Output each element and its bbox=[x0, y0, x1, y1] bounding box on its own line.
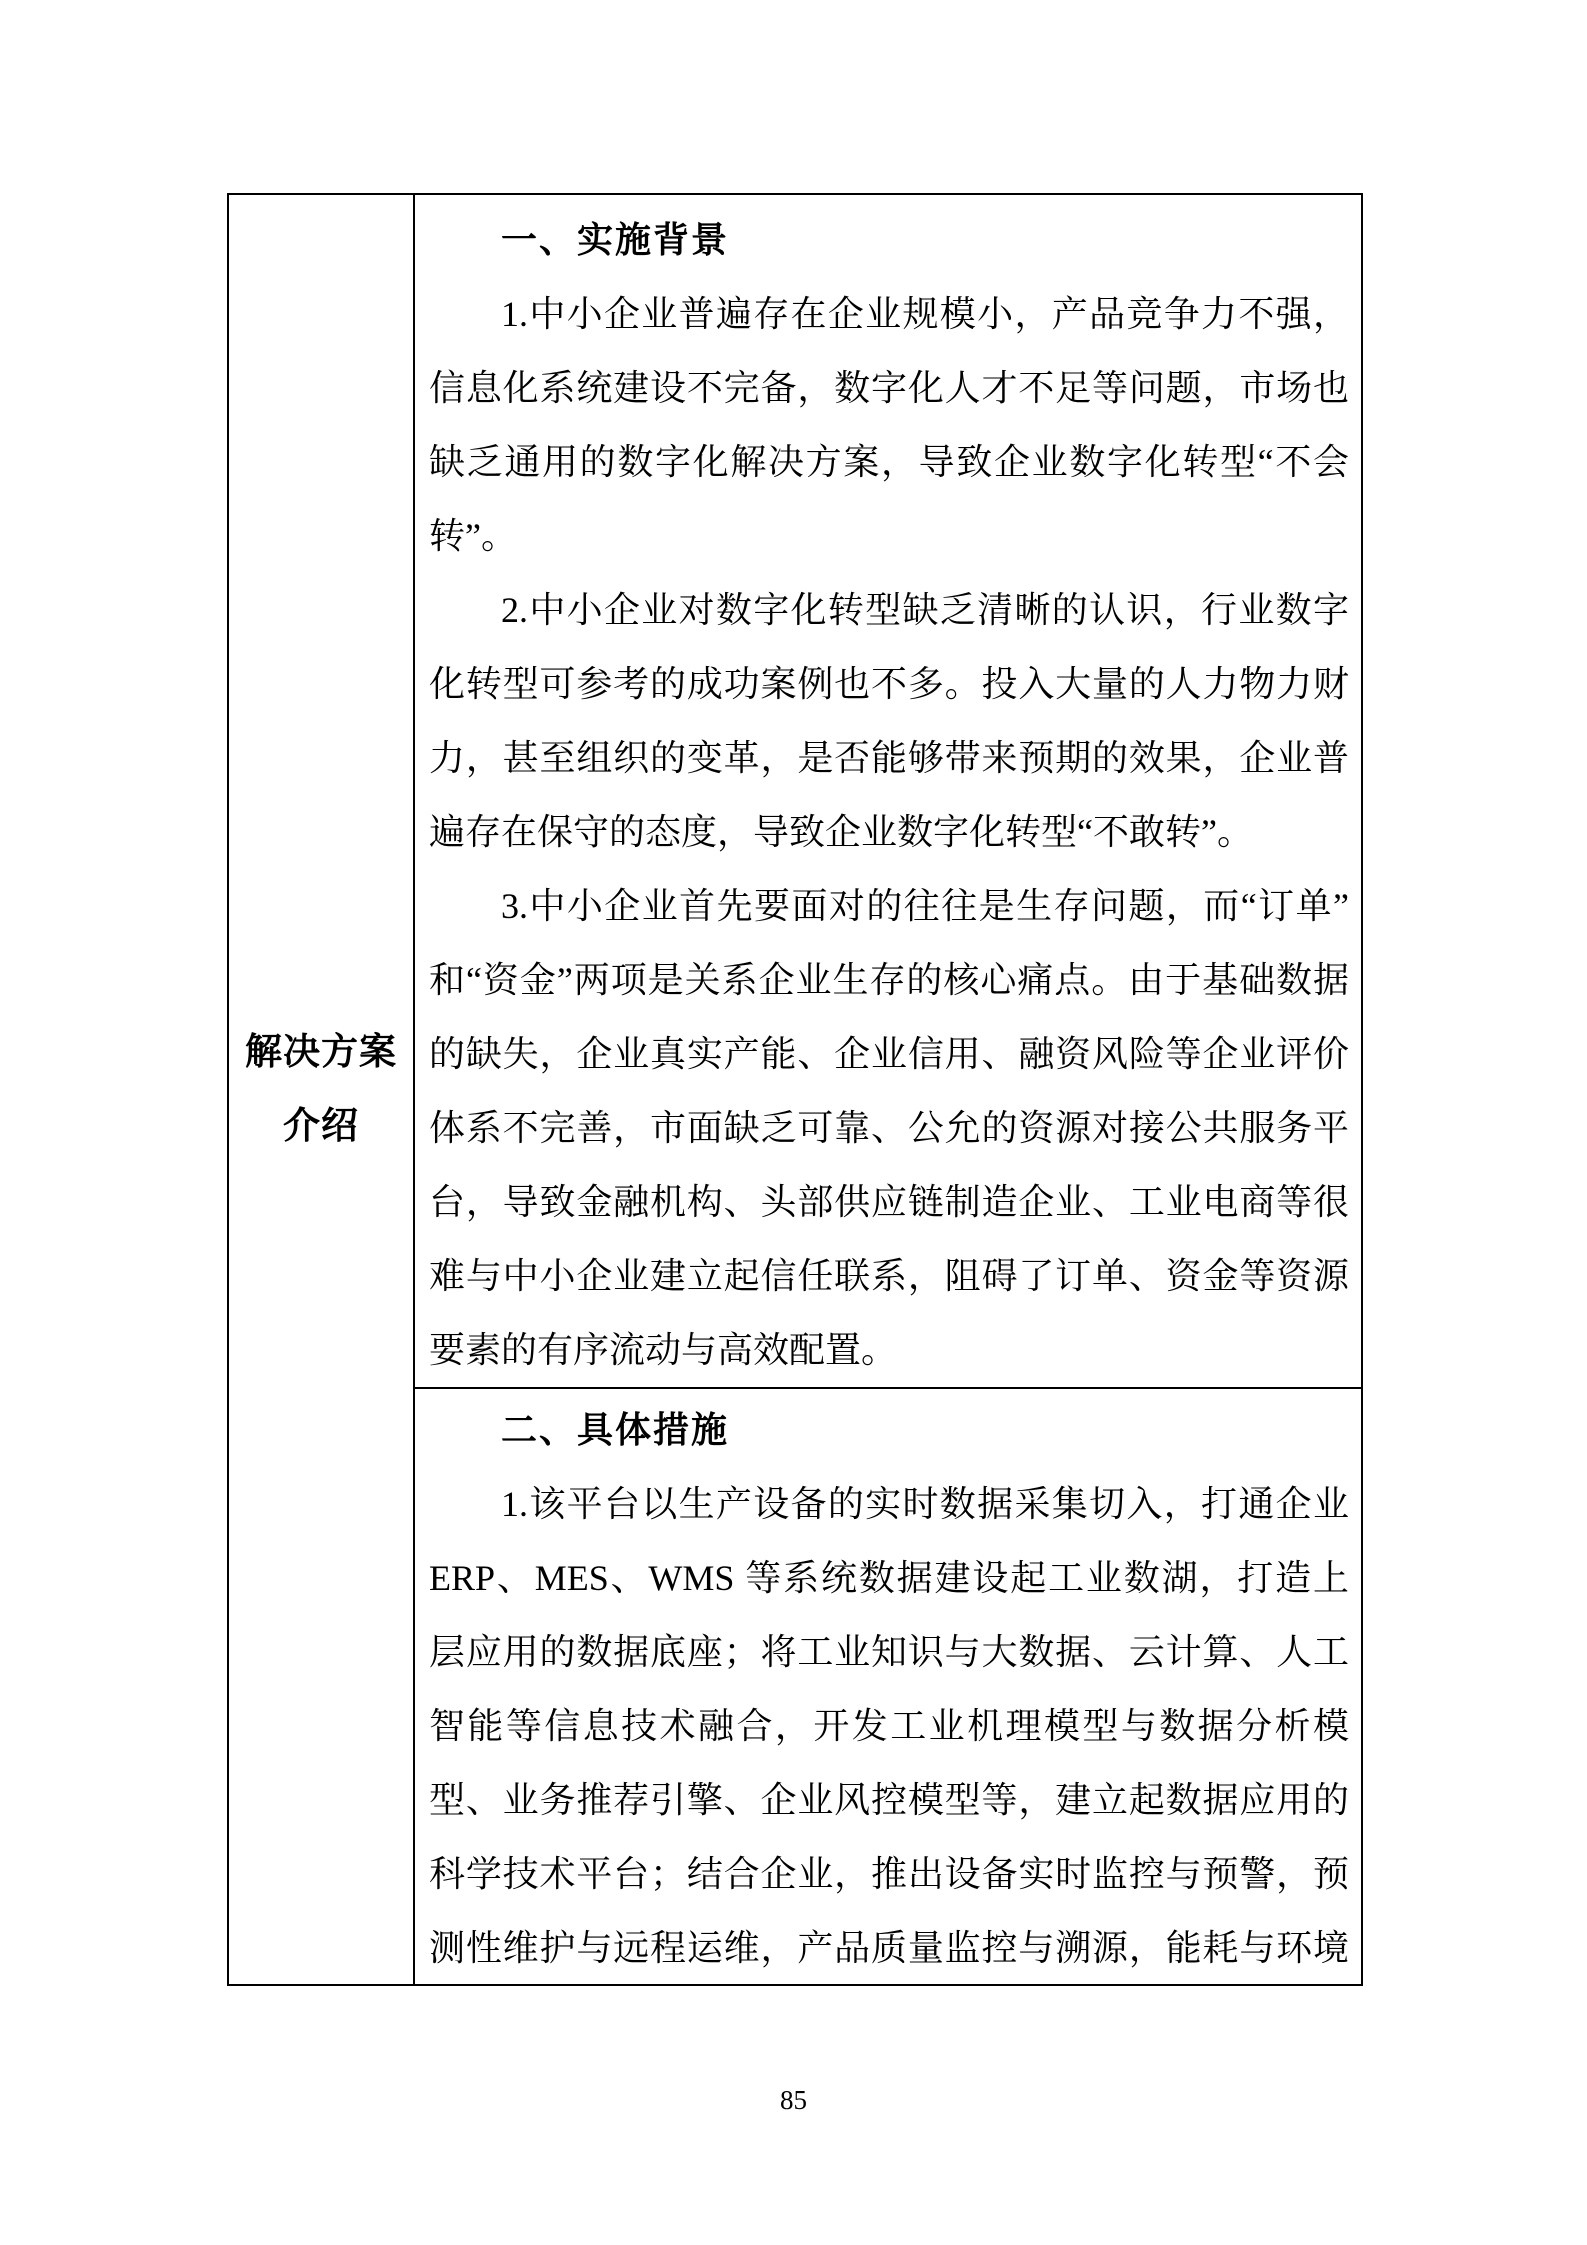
section-background-cell bbox=[415, 195, 1361, 1389]
row-label-line-1: 解决方案 bbox=[245, 1031, 397, 1073]
text-line: 的缺失，企业真实产能、企业信用、融资风险等企业评价 bbox=[429, 1034, 1349, 1074]
section2-paragraphs bbox=[429, 1467, 1349, 1984]
text-line: 缺乏通用的数字化解决方案，导致企业数字化转型“不会 bbox=[429, 442, 1349, 482]
section1-paragraphs bbox=[429, 277, 1349, 1387]
text-line: 转”。 bbox=[429, 516, 517, 556]
text-line: 2.中小企业对数字化转型缺乏清晰的认识，行业数字 bbox=[501, 590, 1349, 630]
row-label-cell bbox=[229, 195, 415, 1984]
text-line: 1.中小企业普遍存在企业规模小，产品竞争力不强， bbox=[501, 294, 1349, 334]
text-line: 要素的有序流动与高效配置。 bbox=[429, 1330, 898, 1370]
text-line: 力，甚至组织的变革，是否能够带来预期的效果，企业普 bbox=[429, 738, 1349, 778]
section2-heading: 二、具体措施 bbox=[501, 1410, 730, 1450]
text-line: 信息化系统建设不完备，数字化人才不足等问题，市场也 bbox=[429, 368, 1349, 408]
solution-table bbox=[227, 193, 1363, 1986]
text-line: ERP、MES、WMS 等系统数据建设起工业数湖，打造上 bbox=[429, 1558, 1349, 1598]
text-line: 测性维护与远程运维，产品质量监控与溯源，能耗与环境 bbox=[429, 1928, 1349, 1968]
text-line: 和“资金”两项是关系企业生存的核心痛点。由于基础数据 bbox=[429, 960, 1349, 1000]
text-line: 台，导致金融机构、头部供应链制造企业、工业电商等很 bbox=[429, 1182, 1349, 1222]
text-line: 型、业务推荐引擎、企业风控模型等，建立起数据应用的 bbox=[429, 1780, 1349, 1820]
text-line: 智能等信息技术融合，开发工业机理模型与数据分析模 bbox=[429, 1706, 1349, 1746]
text-line: 层应用的数据底座；将工业知识与大数据、云计算、人工 bbox=[429, 1632, 1349, 1672]
page-number: 85 bbox=[780, 2085, 807, 2115]
text-line: 科学技术平台；结合企业，推出设备实时监控与预警，预 bbox=[429, 1854, 1349, 1894]
row-label-line-2: 介绍 bbox=[283, 1105, 359, 1147]
section-measures-cell bbox=[415, 1389, 1361, 1984]
text-line: 难与中小企业建立起信任联系，阻碍了订单、资金等资源 bbox=[429, 1256, 1349, 1296]
content-column bbox=[415, 195, 1361, 1984]
text-line: 化转型可参考的成功案例也不多。投入大量的人力物力财 bbox=[429, 664, 1349, 704]
text-line: 1.该平台以生产设备的实时数据采集切入，打通企业 bbox=[501, 1484, 1349, 1524]
text-line: 体系不完善，市面缺乏可靠、公允的资源对接公共服务平 bbox=[429, 1108, 1349, 1148]
section1-heading: 一、实施背景 bbox=[501, 220, 730, 260]
text-line: 3.中小企业首先要面对的往往是生存问题，而“订单” bbox=[501, 886, 1349, 926]
text-line: 遍存在保守的态度，导致企业数字化转型“不敢转”。 bbox=[429, 812, 1253, 852]
